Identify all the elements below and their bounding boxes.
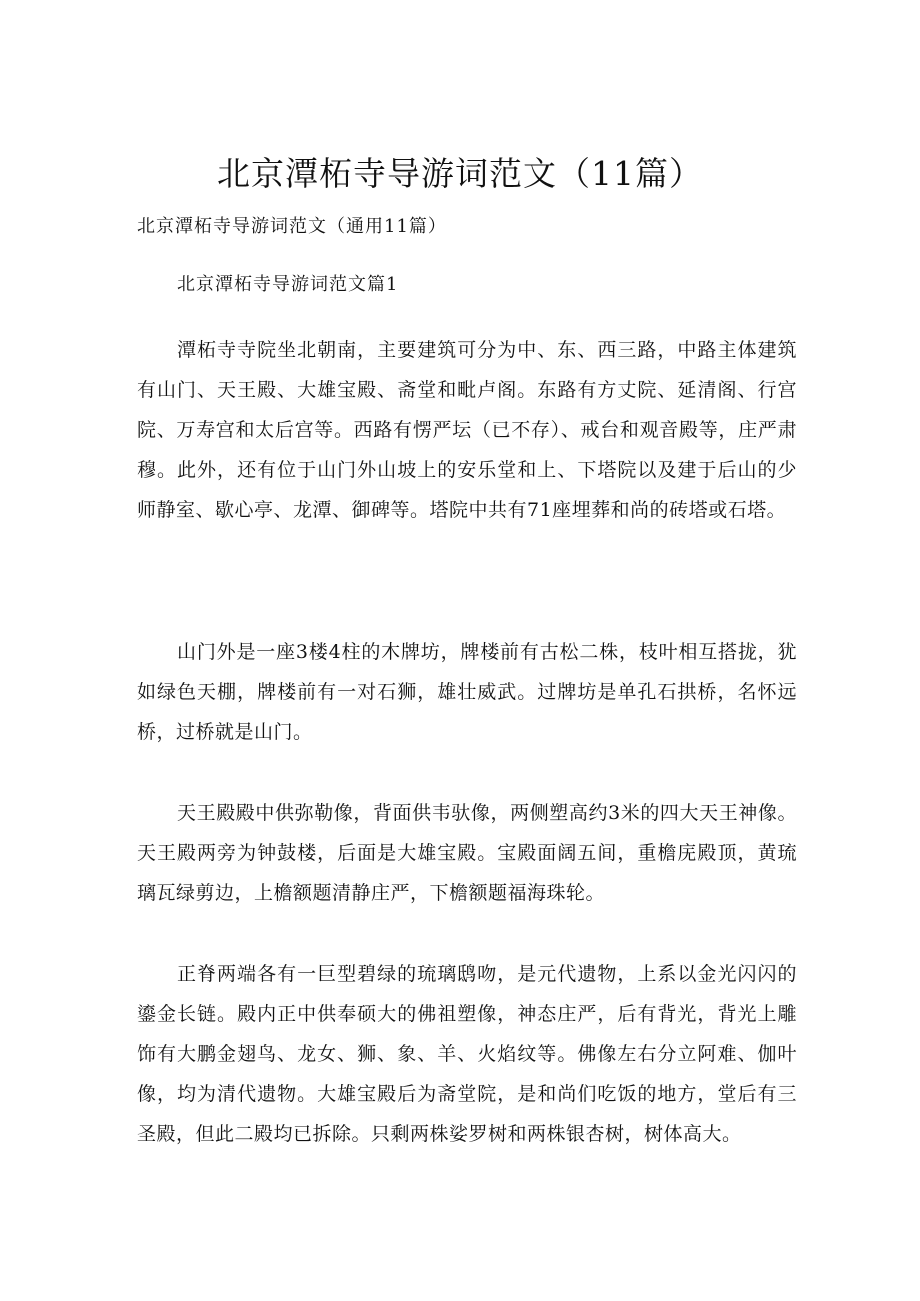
body-paragraph: 正脊两端各有一巨型碧绿的琉璃鸱吻，是元代遗物，上系以金光闪闪的鎏金长链。殿内正中供奉硕大的佛祖塑像，神态庄严，后有背光，背光上雕饰有大鹏金翅鸟、龙女、狮、象、羊、火焰纹等。佛像左右分立阿难、伽叶像，均为清代遗物。大雄宝殿后为斋堂院，是和尚们吃饭的地方，堂后有三圣殿，但此二殿均已拆除。只剩两株娑罗树和两株银杏树，树体高大。: [137, 963, 797, 1145]
document-subtitle: 北京潭柘寺导游词范文（通用11篇）: [137, 216, 447, 237]
document-title: 北京潭柘寺导游词范文（11篇）: [217, 154, 703, 193]
body-paragraph: 山门外是一座3楼4柱的木牌坊，牌楼前有古松二株，枝叶相互搭拢，犹如绿色天棚，牌楼前有一对石狮，雄壮威武。过牌坊是单孔石拱桥，名怀远桥，过桥就是山门。: [137, 641, 797, 743]
body-paragraph: 潭柘寺寺院坐北朝南，主要建筑可分为中、东、西三路，中路主体建筑有山门、天王殿、大雄宝殿、斋堂和毗卢阁。东路有方丈院、延清阁、行宫院、万寿宫和太后宫等。西路有愣严坛（已不存）、戒台和观音殿等，庄严肃穆。此外，还有位于山门外山坡上的安乐堂和上、下塔院以及建于后山的少师静室、歇心亭、龙潭、御碑等。塔院中共有71座埋葬和尚的砖塔或石塔。: [137, 339, 797, 521]
body-paragraph: 天王殿殿中供弥勒像，背面供韦驮像，两侧塑高约3米的四大天王神像。天王殿两旁为钟鼓楼，后面是大雄宝殿。宝殿面阔五间，重檐庑殿顶，黄琉璃瓦绿剪边，上檐额题清静庄严，下檐额题福海珠轮。: [137, 802, 797, 904]
section-heading: 北京潭柘寺导游词范文篇1: [177, 274, 399, 295]
